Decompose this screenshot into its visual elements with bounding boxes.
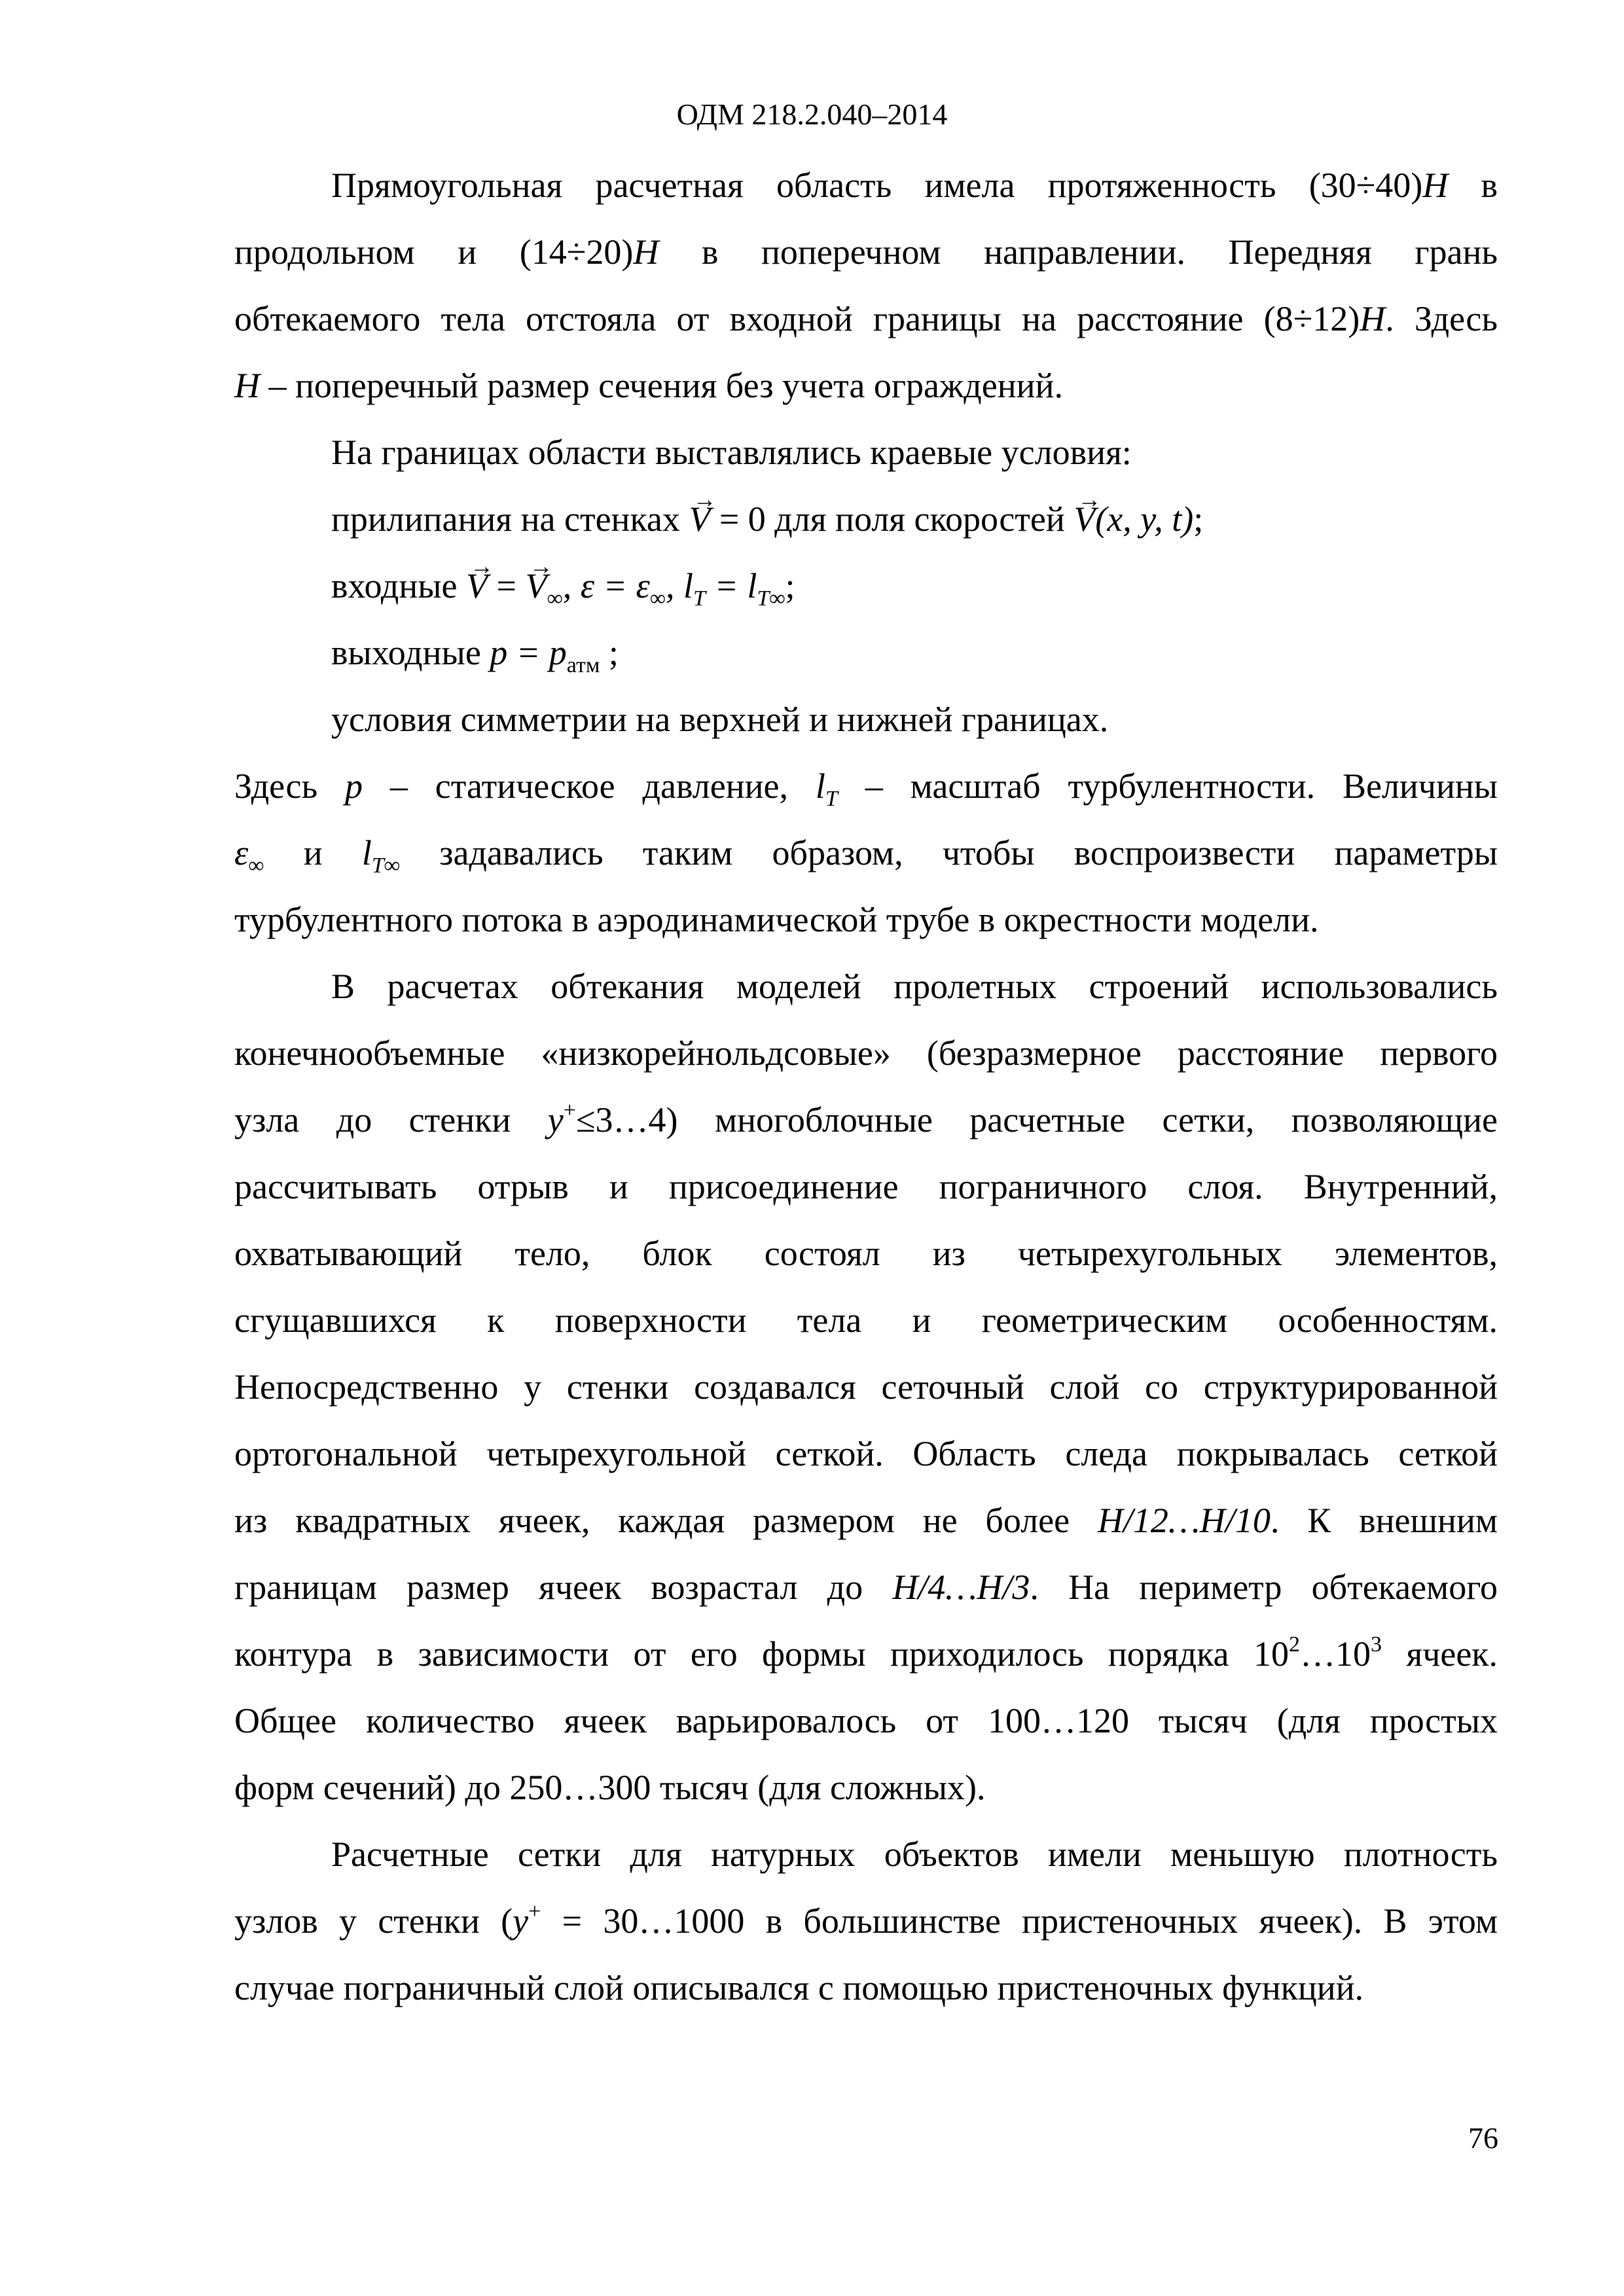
text-run: в большинстве пристеночных ячеек). В этом xyxy=(765,1901,1498,1941)
text-run: условия симметрии на верхней и нижней границах. xyxy=(331,700,1109,739)
text-run: обтекаемого тела отстояла от входной границы на расстояние xyxy=(234,299,1244,338)
formula: = 0 xyxy=(719,499,766,539)
text-run: . К внешним xyxy=(1270,1501,1498,1540)
paragraph-3-line-3 xyxy=(234,1086,1498,1153)
paragraph-1-line-4 xyxy=(234,352,1498,419)
text-run: выходные xyxy=(331,633,481,672)
paragraph-3-line-6 xyxy=(234,1287,1498,1354)
formula: H/4…H/3 xyxy=(892,1568,1030,1607)
punct: ; xyxy=(608,633,619,672)
formula: (8÷12) xyxy=(1263,299,1360,338)
formula: 10 xyxy=(1253,1634,1289,1674)
paragraph-3-line-5 xyxy=(234,1220,1498,1287)
formula: (30÷40) xyxy=(1308,166,1423,205)
formula-var: H xyxy=(633,232,659,272)
text-run: охватывающий тело, блок состоял из четырехугольных элементов, xyxy=(234,1234,1498,1273)
paragraph-1-line-2 xyxy=(234,219,1498,285)
text-run: . Здесь xyxy=(1385,299,1498,338)
text-run: продольном и xyxy=(234,232,477,272)
formula: (14÷20) xyxy=(519,232,634,272)
text-run: Непосредственно у стенки создавался сеточный слой со структурированной xyxy=(234,1367,1498,1407)
paragraph-2-line-3 xyxy=(234,886,1498,953)
paragraph-3-line-10 xyxy=(234,1554,1498,1621)
formula: p = p xyxy=(490,633,567,672)
formula-var: H xyxy=(1360,299,1386,338)
text-run: сгущавшихся к поверхности тела и геометрическим особенностям. xyxy=(234,1300,1498,1340)
subscript: атм xyxy=(566,653,600,677)
paragraph-3-line-11 xyxy=(234,1621,1498,1687)
formula-var: ε xyxy=(234,833,249,872)
superscript: + xyxy=(528,1899,541,1924)
text-run: границам размер ячеек возрастал до xyxy=(234,1568,863,1607)
bc-outlet xyxy=(234,619,1498,686)
paragraph-3-line-7 xyxy=(234,1354,1498,1420)
text-run: узла до стенки xyxy=(234,1100,511,1139)
paragraph-4-line-1 xyxy=(234,1821,1498,1888)
formula-var: y xyxy=(547,1100,564,1139)
subscript: ∞ xyxy=(547,586,563,611)
punct: ; xyxy=(785,566,795,605)
text-run: . На периметр обтекаемого xyxy=(1030,1568,1498,1607)
text-run: из квадратных ячеек, каждая размером не более xyxy=(234,1501,1070,1540)
superscript: 2 xyxy=(1288,1632,1300,1657)
formula: …10 xyxy=(1299,1634,1371,1674)
formula-var: y xyxy=(513,1901,529,1941)
formula-var: H xyxy=(1422,166,1449,205)
superscript: 3 xyxy=(1370,1632,1382,1657)
subscript: ∞ xyxy=(649,586,666,611)
superscript: + xyxy=(563,1098,576,1122)
paragraph-2-line-2 xyxy=(234,819,1498,886)
text-run: задавались таким образом, чтобы воспроизвести параметры xyxy=(439,833,1498,872)
text-run: контура в зависимости от его формы приходилось порядка xyxy=(234,1634,1229,1674)
formula: ≤3…4) xyxy=(575,1100,678,1139)
vector-v: → V xyxy=(525,552,547,619)
paragraph-3-line-2 xyxy=(234,1020,1498,1086)
text-run: – поперечный размер сечения без учета ограждений. xyxy=(268,366,1063,405)
bc-inlet xyxy=(234,552,1498,619)
paragraph-2-line-1 xyxy=(234,753,1498,819)
text-run: На границах области выставлялись краевые условия: xyxy=(331,433,1132,472)
text-run: Расчетные сетки для натурных объектов имели меньшую плотность xyxy=(331,1835,1498,1874)
punct: ; xyxy=(1193,499,1204,539)
paragraph-3-line-13 xyxy=(234,1754,1498,1821)
subscript: T xyxy=(693,586,706,611)
document-header: ОДМ 218.2.040–2014 xyxy=(676,98,948,131)
formula: = 30…1000 xyxy=(562,1901,745,1941)
text-run: узлов у стенки ( xyxy=(234,1901,513,1941)
text-run: в xyxy=(1481,166,1498,205)
bc-adhesion xyxy=(234,486,1498,552)
formula-args: (x, y, t) xyxy=(1095,499,1194,539)
paragraph-4-line-3 xyxy=(234,1954,1498,2021)
page-body xyxy=(234,152,1498,2021)
paragraph-3-line-9 xyxy=(234,1487,1498,1554)
subscript: T∞ xyxy=(757,586,785,611)
paragraph-3-line-12 xyxy=(234,1687,1498,1754)
text-run: в поперечном направлении. Передняя грань xyxy=(701,232,1498,272)
text-run: – масштаб турбулентности. Величины xyxy=(865,766,1498,806)
paragraph-1-line-1 xyxy=(234,152,1498,219)
paragraph-3-line-1 xyxy=(234,953,1498,1020)
bc-intro xyxy=(234,419,1498,486)
vector-v: → V xyxy=(689,486,710,552)
text-run: Здесь xyxy=(234,766,318,806)
formula-var: H xyxy=(234,366,260,405)
text-run: турбулентного потока в аэродинамической трубе в окрестности модели. xyxy=(234,900,1319,939)
text-run: многоблочные расчетные сетки, позволяющие xyxy=(714,1100,1498,1139)
subscript: ∞ xyxy=(248,853,264,878)
text-run: случае пограничный слой описывался с помощью пристеночных функций. xyxy=(234,1968,1364,2007)
formula: , ε = ε xyxy=(562,566,650,605)
formula: , l xyxy=(665,566,693,605)
formula-var: l xyxy=(361,833,372,872)
subscript: T∞ xyxy=(371,853,400,878)
text-run: прилипания на стенках xyxy=(331,499,680,539)
text-run: для поля скоростей xyxy=(774,499,1065,539)
text-run: – статическое давление, xyxy=(389,766,788,806)
paragraph-4-line-2 xyxy=(234,1888,1498,1954)
bc-symmetry xyxy=(234,686,1498,753)
paragraph-1-line-3 xyxy=(234,285,1498,352)
text-run: форм сечений) до 250…300 тысяч (для сложных). xyxy=(234,1768,986,1807)
formula-var: l xyxy=(815,766,825,806)
formula: = xyxy=(496,566,516,605)
formula: H/12…H/10 xyxy=(1097,1501,1271,1540)
text-run: В расчетах обтекания моделей пролетных строений использовались xyxy=(331,967,1498,1006)
vector-v: → V xyxy=(1074,486,1095,552)
formula-var: p xyxy=(345,766,363,806)
vector-v: → V xyxy=(466,552,488,619)
page-number: 76 xyxy=(1468,2121,1498,2155)
text-run: Прямоугольная расчетная область имела протяженность xyxy=(331,166,1276,205)
text-run: рассчитывать отрыв и присоединение пограничного слоя. Внутренний, xyxy=(234,1167,1498,1206)
text-run: ортогональной четырехугольной сеткой. Область следа покрывалась сеткой xyxy=(234,1434,1498,1473)
subscript: T xyxy=(825,787,838,811)
formula: = l xyxy=(714,566,757,605)
text-run: и xyxy=(303,833,323,872)
text-run: входные xyxy=(331,566,458,605)
paragraph-3-line-4 xyxy=(234,1153,1498,1220)
text-run: Общее количество ячеек варьировалось от 100…120 тысяч (для простых xyxy=(234,1701,1498,1740)
text-run: конечнообъемные «низкорейнольдсовые» (безразмерное расстояние первого xyxy=(234,1033,1498,1073)
text-run: ячеек. xyxy=(1406,1634,1498,1674)
paragraph-3-line-8 xyxy=(234,1420,1498,1487)
